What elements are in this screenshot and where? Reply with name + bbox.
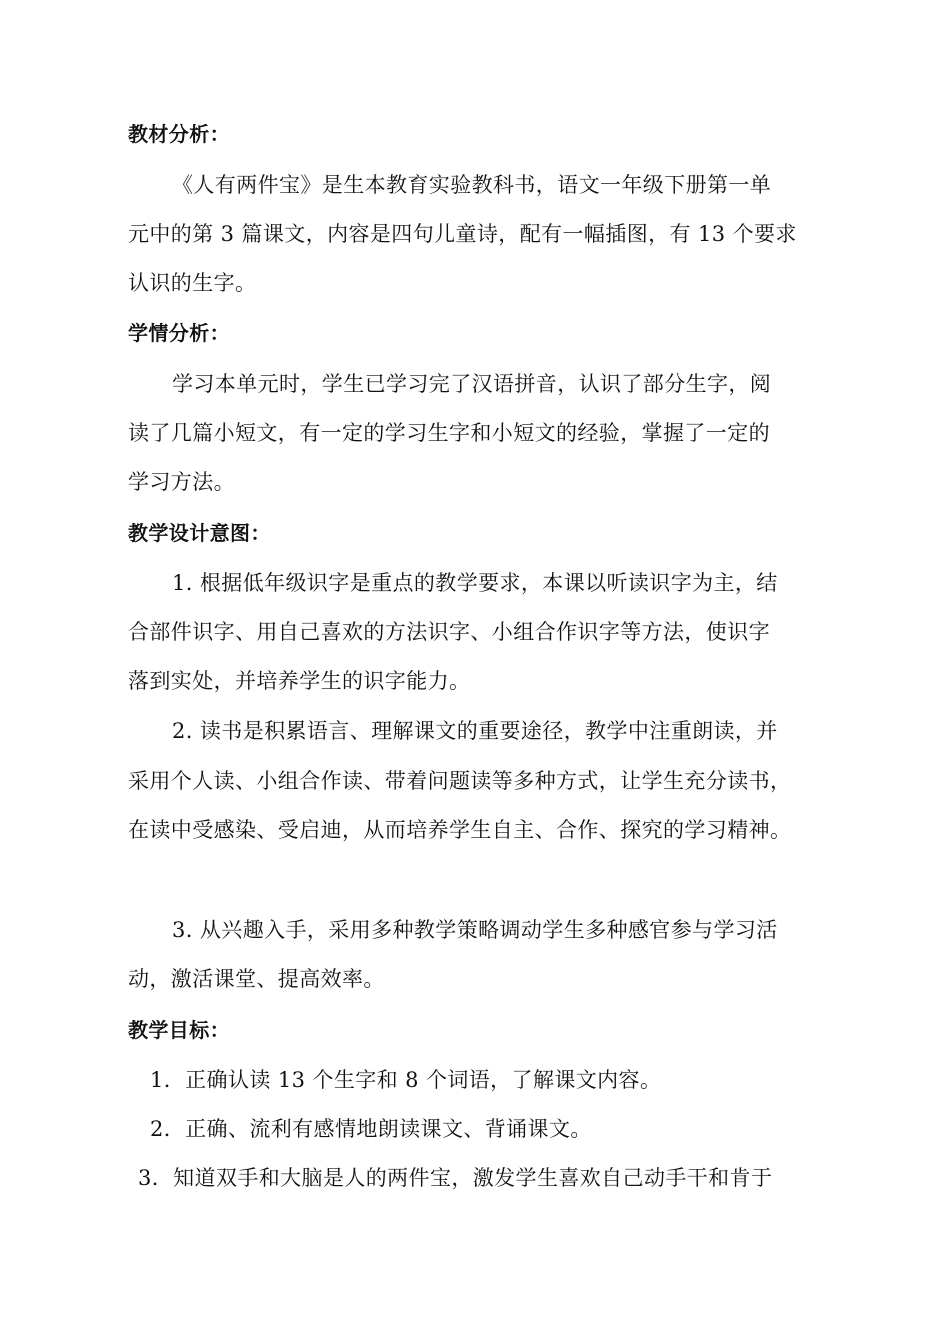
- paragraph-line: 3. 从兴趣入手，采用多种教学策略调动学生多种感官参与学习活: [172, 918, 778, 942]
- paragraph-line: 落到实处，并培养学生的识字能力。: [128, 669, 471, 693]
- heading-material-analysis: 教材分析：: [128, 122, 230, 146]
- paragraph-line: 采用个人读、小组合作读、带着问题读等多种方式，让学生充分读书，: [128, 769, 792, 793]
- goal-item: 3．知道双手和大脑是人的两件宝，激发学生喜欢自己动手干和肯于: [138, 1166, 773, 1190]
- heading-teaching-goals: 教学目标：: [128, 1018, 230, 1042]
- heading-learner-analysis: 学情分析：: [128, 321, 230, 345]
- goal-item: 2．正确、流利有感情地朗读课文、背诵课文。: [150, 1117, 592, 1141]
- paragraph-line: 认识的生字。: [128, 271, 257, 295]
- paragraph-line: 元中的第 3 篇课文，内容是四句儿童诗，配有一幅插图，有 13 个要求: [128, 222, 797, 246]
- paragraph-line: 《人有两件宝》是生本教育实验教科书，语文一年级下册第一单: [172, 173, 772, 197]
- paragraph-line: 学习方法。: [128, 470, 235, 494]
- paragraph-line: 1. 根据低年级识字是重点的教学要求，本课以听读识字为主，结: [172, 571, 778, 595]
- paragraph-line: 2. 读书是积累语言、理解课文的重要途径，教学中注重朗读，并: [172, 719, 778, 743]
- paragraph-line: 在读中受感染、受启迪，从而培养学生自主、合作、探究的学习精神。: [128, 818, 792, 842]
- goal-item: 1．正确认读 13 个生字和 8 个词语，了解课文内容。: [150, 1068, 662, 1092]
- paragraph-line: 学习本单元时，学生已学习完了汉语拼音，认识了部分生字，阅: [172, 372, 772, 396]
- heading-design-intent: 教学设计意图：: [128, 521, 271, 545]
- paragraph-line: 动，激活课堂、提高效率。: [128, 967, 385, 991]
- paragraph-line: 读了几篇小短文，有一定的学习生字和小短文的经验，掌握了一定的: [128, 421, 770, 445]
- paragraph-line: 合部件识字、用自己喜欢的方法识字、小组合作识字等方法，使识字: [128, 620, 770, 644]
